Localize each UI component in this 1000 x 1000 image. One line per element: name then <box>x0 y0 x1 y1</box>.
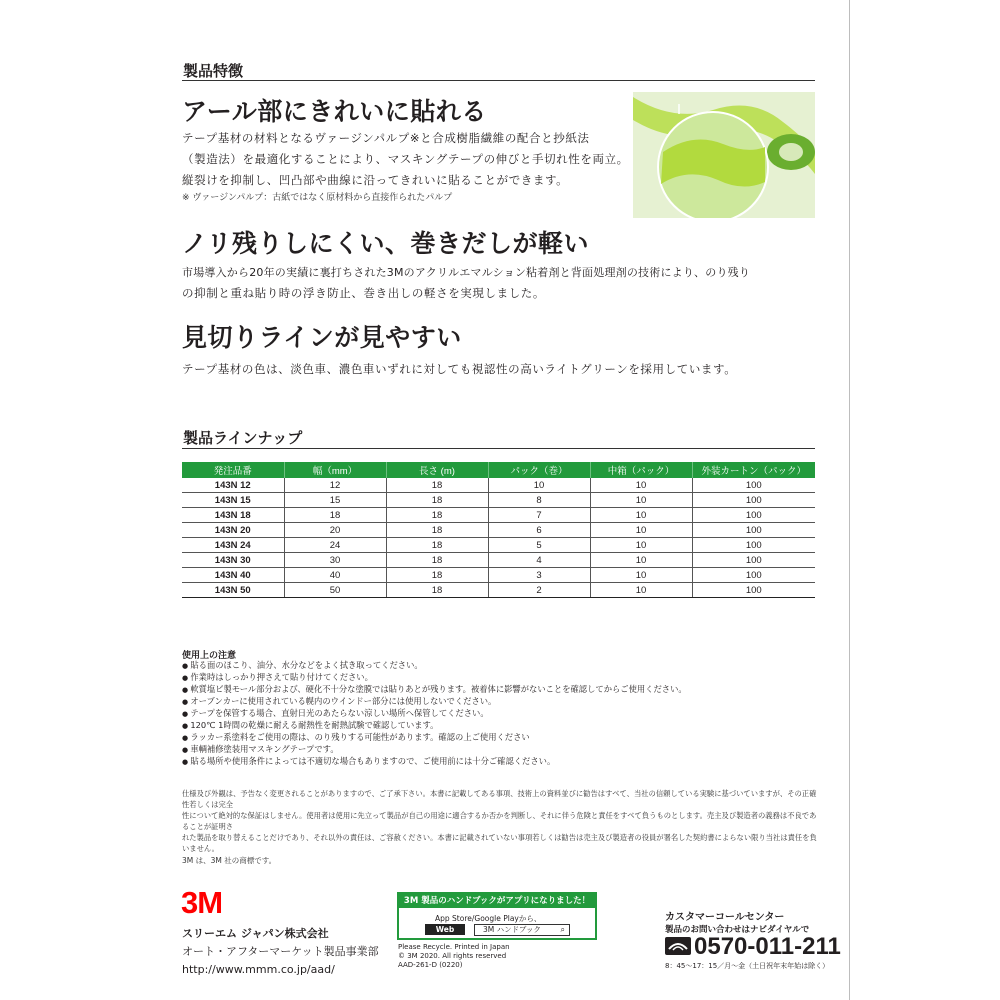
table-row <box>182 568 815 583</box>
table-cell: 6 <box>488 523 590 538</box>
table-cell: 100 <box>692 493 815 508</box>
print-line: Please Recycle. Printed in Japan <box>398 943 510 951</box>
table-cell: 143N 18 <box>182 508 284 523</box>
feature-1-line: 縦裂けを抑制し、凹凸部や曲線に沿ってきれいに貼ることができます。 <box>182 173 569 187</box>
lineup-rule <box>182 448 815 449</box>
table-row <box>182 583 815 598</box>
table-cell: 143N 30 <box>182 553 284 568</box>
print-line: AAD-261-D (0220) <box>398 961 463 969</box>
table-cell: 143N 12 <box>182 478 284 493</box>
feature-1-text <box>182 128 642 191</box>
column-header: 長さ (m) <box>386 462 488 478</box>
feature-2-line: の抑制と重ね貼り時の浮き防止、巻き出しの軽さを実現しました。 <box>182 286 545 300</box>
print-line: © 3M 2020. All rights reserved <box>398 952 507 960</box>
navi-dial-icon <box>665 937 691 955</box>
feature-3-line: テープ基材の色は、淡色車、濃色車いずれに対しても視認性の高いライトグリーンを採用しています。 <box>182 362 737 376</box>
table-cell: 50 <box>284 583 386 598</box>
table-cell: 30 <box>284 553 386 568</box>
table-cell: 18 <box>386 523 488 538</box>
table-cell: 100 <box>692 523 815 538</box>
app-stores-text: App Store/Google Playから、 <box>435 914 542 923</box>
table-row <box>182 508 815 523</box>
table-row <box>182 553 815 568</box>
column-header: 幅（mm） <box>284 462 386 478</box>
web-tag[interactable]: Web <box>425 924 465 935</box>
lineup-table <box>182 462 815 598</box>
feature-1-note: ※ ヴァージンパルプ：古紙ではなく原材料から直接作られたパルプ <box>182 193 453 203</box>
column-header: 中箱（パック） <box>590 462 692 478</box>
lineup-section-title: 製品ラインナップ <box>183 429 303 447</box>
feature-1-line: テープ基材の材料となるヴァージンパルプ※と合成樹脂繊維の配合と抄紙法 <box>182 131 590 145</box>
table-cell: 24 <box>284 538 386 553</box>
list-item: ● オーブンカーに使用されている幌内のウインドー部分には使用しないでください。 <box>182 696 802 708</box>
table-cell: 18 <box>386 553 488 568</box>
feature-3-text <box>182 359 802 380</box>
table-cell: 100 <box>692 538 815 553</box>
handbook-search-box[interactable] <box>474 924 570 936</box>
table-cell: 18 <box>386 508 488 523</box>
search-text: 3M ハンドブック <box>483 925 541 934</box>
company-division: オート・アフターマーケット製品事業部 <box>182 945 379 958</box>
column-header: 外装カートン（パック） <box>692 462 815 478</box>
table-cell: 18 <box>386 538 488 553</box>
column-header: パック（巻） <box>488 462 590 478</box>
company-name: スリーエム ジャパン株式会社 <box>182 927 329 940</box>
table-cell: 143N 15 <box>182 493 284 508</box>
disclaimer-line: 性について絶対的な保証はしません。使用者は使用に先立って製品が自己の用途に適合するか否かを判断し、それに伴う危険と責任をすべて負うものとします。売主及び製造者の義務は不良であることが証明さ <box>182 811 817 831</box>
features-section-title: 製品特徴 <box>183 62 244 80</box>
table-cell: 8 <box>488 493 590 508</box>
table-header-row <box>182 462 815 478</box>
list-item: ● ラッカー系塗料をご使用の際は、のり残りする可能性があります。確認の上ご使用ください <box>182 732 802 744</box>
table-row <box>182 493 815 508</box>
table-cell: 40 <box>284 568 386 583</box>
table-cell: 10 <box>590 523 692 538</box>
features-rule <box>182 80 815 81</box>
phone-number[interactable]: 0570-011-211 <box>694 933 841 960</box>
table-cell: 5 <box>488 538 590 553</box>
page-edge-line <box>849 0 850 1000</box>
table-cell: 10 <box>590 583 692 598</box>
column-header: 発注品番 <box>182 462 284 478</box>
company-info <box>182 925 379 979</box>
tape-photo <box>633 92 815 218</box>
table-cell: 143N 20 <box>182 523 284 538</box>
table-cell: 18 <box>386 568 488 583</box>
table-cell: 100 <box>692 553 815 568</box>
customer-center-subtitle: 製品のお問い合わせはナビダイヤルで <box>665 925 810 935</box>
table-cell: 3 <box>488 568 590 583</box>
feature-2-heading: ノリ残りしにくい、巻きだしが軽い <box>182 229 590 258</box>
disclaimer-line: れた製品を取り替えることだけであり、それ以外の責任は、ご容赦ください。本書に記載されていない事項若しくは勧告は売主及び製造者の役員が署名した契約書によらない限り当社は責任を負いません。 <box>182 833 817 853</box>
table-cell: 10 <box>590 553 692 568</box>
feature-3-heading: 見切りラインが見やすい <box>182 323 462 352</box>
disclaimer-line: 仕様及び外観は、予告なく変更されることがありますので、ご了承下さい。本書に記載してある事項、技術上の資料並びに勧告はすべて、当社の信頼している実験に基づいていますが、その正確性若しくは完全 <box>182 789 817 809</box>
list-item: ● 120℃ 1時間の乾燥に耐える耐熱性を耐熱試験で確認しています。 <box>182 720 802 732</box>
table-cell: 100 <box>692 478 815 493</box>
company-url[interactable]: http://www.mmm.co.jp/aad/ <box>182 963 335 976</box>
table-row <box>182 523 815 538</box>
disclaimer <box>182 788 822 854</box>
list-item: ● 貼る場所や使用条件によっては不適切な場合もありますので、ご使用前には十分ご確認ください。 <box>182 756 802 768</box>
navi-dial-icon-graphic <box>665 937 691 955</box>
list-item: ● 軟質塩ビ製モール部分および、硬化不十分な塗膜では貼りあとが残ります。被着体に影響がないことを確認してからご使用ください。 <box>182 684 802 696</box>
3m-logo: 3M <box>181 885 223 920</box>
table-cell: 18 <box>386 583 488 598</box>
table-cell: 10 <box>590 493 692 508</box>
table-cell: 143N 40 <box>182 568 284 583</box>
table-cell: 12 <box>284 478 386 493</box>
app-banner <box>397 892 597 940</box>
feature-1-heading: アール部にきれいに貼れる <box>182 97 487 126</box>
table-cell: 10 <box>590 568 692 583</box>
print-info <box>398 943 510 970</box>
feature-1-line: （製造法）を最適化することにより、マスキングテープの伸びと手切れ性を両立。 <box>182 152 629 166</box>
table-cell: 15 <box>284 493 386 508</box>
table-cell: 100 <box>692 568 815 583</box>
call-hours: 8：45〜17：15／月〜金（土日祝年末年始は除く） <box>665 962 830 970</box>
table-cell: 143N 24 <box>182 538 284 553</box>
feature-2-text <box>182 262 822 304</box>
app-banner-title: 3M 製品のハンドブックがアプリになりました！ <box>399 894 595 908</box>
table-cell: 18 <box>386 493 488 508</box>
table-cell: 10 <box>590 478 692 493</box>
search-icon: ⌕ <box>560 925 565 934</box>
trademark-note: 3M は、3M 社の商標です。 <box>182 856 277 865</box>
table-cell: 10 <box>488 478 590 493</box>
table-cell: 10 <box>590 508 692 523</box>
list-item: ● テープを保管する場合、直射日光のあたらない涼しい場所へ保管してください。 <box>182 708 802 720</box>
list-item: ● 作業時はしっかり押さえて貼り付けてください。 <box>182 672 802 684</box>
table-cell: 7 <box>488 508 590 523</box>
list-item: ● 貼る面のほこり、油分、水分などをよく拭き取ってください。 <box>182 660 802 672</box>
list-item: ● 車輌補修塗装用マスキングテープです。 <box>182 744 802 756</box>
tape-photo-graphic <box>633 92 815 218</box>
feature-2-line: 市場導入から20年の実績に裏打ちされた3Mのアクリルエマルション粘着剤と背面処理剤の技術により、のり残り <box>182 266 751 279</box>
customer-center-title: カスタマーコールセンター <box>665 912 785 923</box>
table-cell: 100 <box>692 508 815 523</box>
table-cell: 2 <box>488 583 590 598</box>
caution-list <box>182 660 802 768</box>
table-cell: 100 <box>692 583 815 598</box>
table-cell: 10 <box>590 538 692 553</box>
table-cell: 18 <box>284 508 386 523</box>
table-cell: 20 <box>284 523 386 538</box>
table-cell: 18 <box>386 478 488 493</box>
caution-title: 使用上の注意 <box>182 651 237 661</box>
table-row <box>182 538 815 553</box>
table-row <box>182 478 815 493</box>
table-cell: 4 <box>488 553 590 568</box>
table-cell: 143N 50 <box>182 583 284 598</box>
